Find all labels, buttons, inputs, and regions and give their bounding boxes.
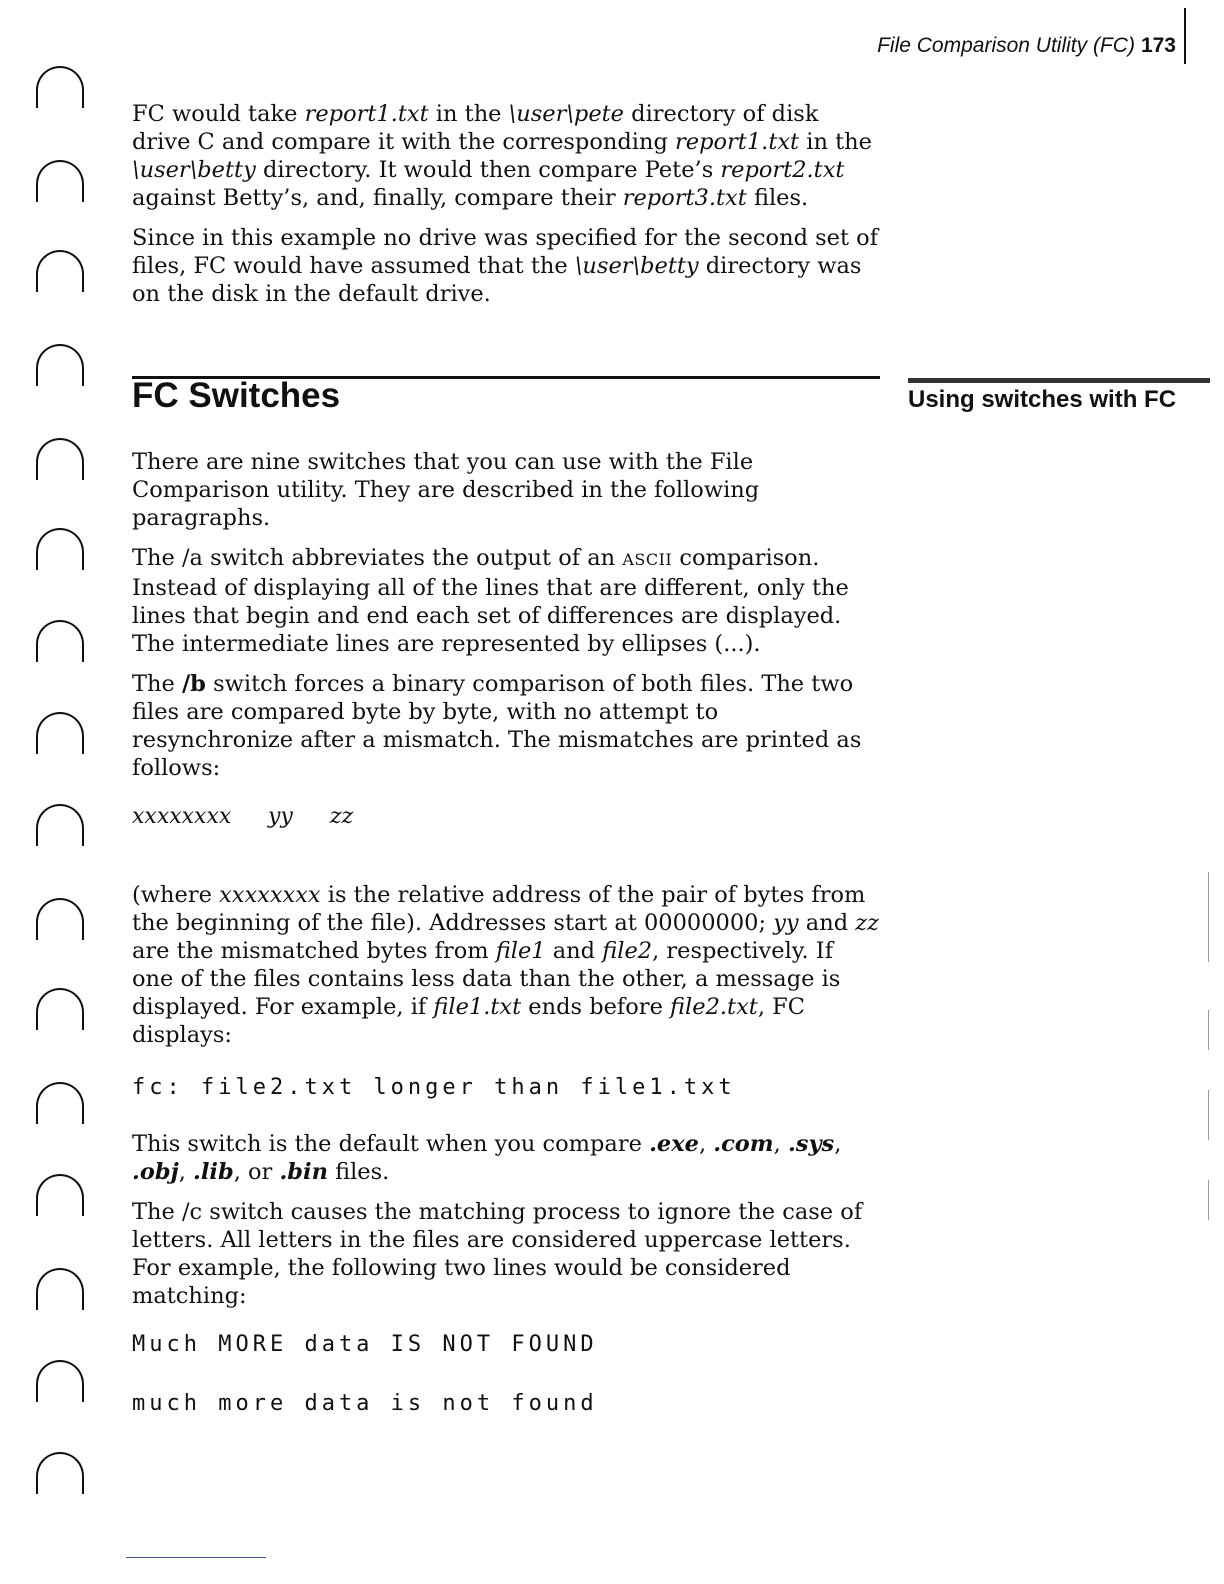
text-run: Since in this example no drive was specified for the second set of files, FC would have assumed that the <box>132 225 879 279</box>
binder-hole-icon <box>36 898 84 940</box>
text-run: comparison. Instead of displaying all of the lines that are different, only the lines that begin and end each set of differences are displayed. The intermediate lines are represented by ellipses (...). <box>132 545 849 657</box>
switches-text <box>132 448 880 1416</box>
mismatch-explanation-paragraph <box>132 881 880 1049</box>
placeholder-term: zz <box>855 910 879 936</box>
intro-paragraph-1 <box>132 100 880 212</box>
margin-mark <box>1208 1010 1209 1050</box>
text-run: The <box>132 545 182 571</box>
binder-hole-icon <box>36 1082 84 1124</box>
text-run: ends before <box>521 994 671 1020</box>
binder-hole-icon <box>36 1360 84 1402</box>
text-run: , <box>834 1131 842 1157</box>
header-vertical-rule <box>1184 8 1186 64</box>
directory-path: \user\pete <box>508 101 625 127</box>
text-run: directory. It would then compare Pete’s <box>255 157 721 183</box>
running-header-title: File Comparison Utility (FC) <box>877 34 1135 57</box>
extension: .lib <box>193 1159 234 1185</box>
intro-text <box>132 100 880 320</box>
switch-b-paragraph <box>132 670 880 782</box>
placeholder-term: file1 <box>495 938 546 964</box>
text-run: , respectively. If one of the files contains less data than the other, a message is displayed. For example, if <box>132 938 841 1020</box>
format-address: xxxxxxxx <box>132 804 232 829</box>
binder-hole-icon <box>36 160 84 202</box>
text-run: directory was on the disk in the default drive. <box>132 253 862 307</box>
binder-hole-icon <box>36 66 84 108</box>
text-run: switch forces a binary comparison of both files. The two files are compared byte by byte, with no attempt to resynchronize after a mismatch. The mismatches are printed as follows: <box>132 671 862 781</box>
filename: report1.txt <box>304 101 429 127</box>
text-run: , FC displays: <box>132 994 805 1048</box>
binder-hole-icon <box>36 344 84 386</box>
placeholder-term: file2 <box>602 938 653 964</box>
directory-path: \user\betty <box>574 253 699 279</box>
filename: report3.txt <box>622 185 747 211</box>
binary-format-line <box>132 804 880 829</box>
switch-name: /a <box>181 545 203 571</box>
text-run: , <box>178 1159 194 1185</box>
default-extensions-paragraph <box>132 1130 880 1186</box>
running-header <box>877 34 1176 58</box>
switch-a-paragraph <box>132 544 880 658</box>
binder-hole-icon <box>36 712 84 754</box>
text-run: , or <box>233 1159 280 1185</box>
switch-name: /b <box>181 671 206 697</box>
text-run: FC would take <box>132 101 305 127</box>
code-example-lowercase: much more data is not found <box>132 1391 598 1416</box>
text-run: directory of disk drive C and compare it with the corresponding <box>132 101 819 155</box>
filename: report2.txt <box>720 157 845 183</box>
binder-hole-icon <box>36 804 84 846</box>
format-zz: zz <box>330 804 354 829</box>
extension: .com <box>713 1131 774 1157</box>
binder-hole-icon <box>36 438 84 480</box>
text-run: in the <box>799 129 872 155</box>
text-run: files. <box>327 1159 390 1185</box>
intro-paragraph-2 <box>132 224 880 308</box>
page-number: 173 <box>1140 34 1176 57</box>
placeholder-term: xxxxxxxx <box>219 882 321 908</box>
text-run: are the mismatched bytes from <box>132 938 496 964</box>
binder-hole-icon <box>36 250 84 292</box>
text-run: The <box>132 671 182 697</box>
text-run: , <box>773 1131 788 1157</box>
filename: file2.txt <box>670 994 758 1020</box>
text-run: is the relative address of the pair of bytes from the beginning of the file). Addresses start at 00000000; <box>132 882 866 936</box>
text-run: switch abbreviates the output of an <box>202 545 623 571</box>
binder-hole-icon <box>36 988 84 1030</box>
placeholder-term: yy <box>773 910 799 936</box>
extension: .obj <box>132 1159 179 1185</box>
switch-c-paragraph: The /c switch causes the matching process to ignore the case of letters. All letters in the files are considered uppercase letters. For example, the following two lines would be considered matching: <box>132 1199 863 1309</box>
extension: .exe <box>649 1131 699 1157</box>
side-heading-rule <box>908 378 1210 383</box>
switches-intro-paragraph: There are nine switches that you can use with the File Comparison utility. They are described in the following paragraphs. <box>132 449 760 531</box>
margin-mark <box>1208 872 1209 962</box>
bottom-edge-line <box>126 1557 266 1558</box>
extension: .bin <box>279 1159 328 1185</box>
section-title: FC Switches <box>132 376 341 415</box>
text-run: (where <box>132 882 220 908</box>
binder-holes <box>26 58 96 1498</box>
text-run: in the <box>428 101 509 127</box>
margin-mark <box>1208 1180 1209 1220</box>
text-run: and <box>798 910 856 936</box>
acronym: ASCII <box>622 550 673 569</box>
text-run: files. <box>746 185 809 211</box>
text-run: and <box>545 938 603 964</box>
binder-hole-icon <box>36 620 84 662</box>
text-run: , <box>698 1131 714 1157</box>
binder-hole-icon <box>36 1268 84 1310</box>
side-heading: Using switches with FC <box>908 386 1177 413</box>
margin-mark <box>1208 1090 1209 1140</box>
text-run: against Betty’s, and, finally, compare their <box>132 185 623 211</box>
code-example-longer: fc: file2.txt longer than file1.txt <box>132 1075 736 1100</box>
binder-hole-icon <box>36 1174 84 1216</box>
code-example-uppercase: Much MORE data IS NOT FOUND <box>132 1332 598 1357</box>
format-yy: yy <box>268 804 293 829</box>
text-run: This switch is the default when you compare <box>132 1131 650 1157</box>
binder-hole-icon <box>36 1452 84 1494</box>
extension: .sys <box>787 1131 835 1157</box>
filename: file1.txt <box>433 994 522 1020</box>
directory-path: \user\betty <box>132 157 256 183</box>
binder-hole-icon <box>36 528 84 570</box>
filename: report1.txt <box>675 129 800 155</box>
